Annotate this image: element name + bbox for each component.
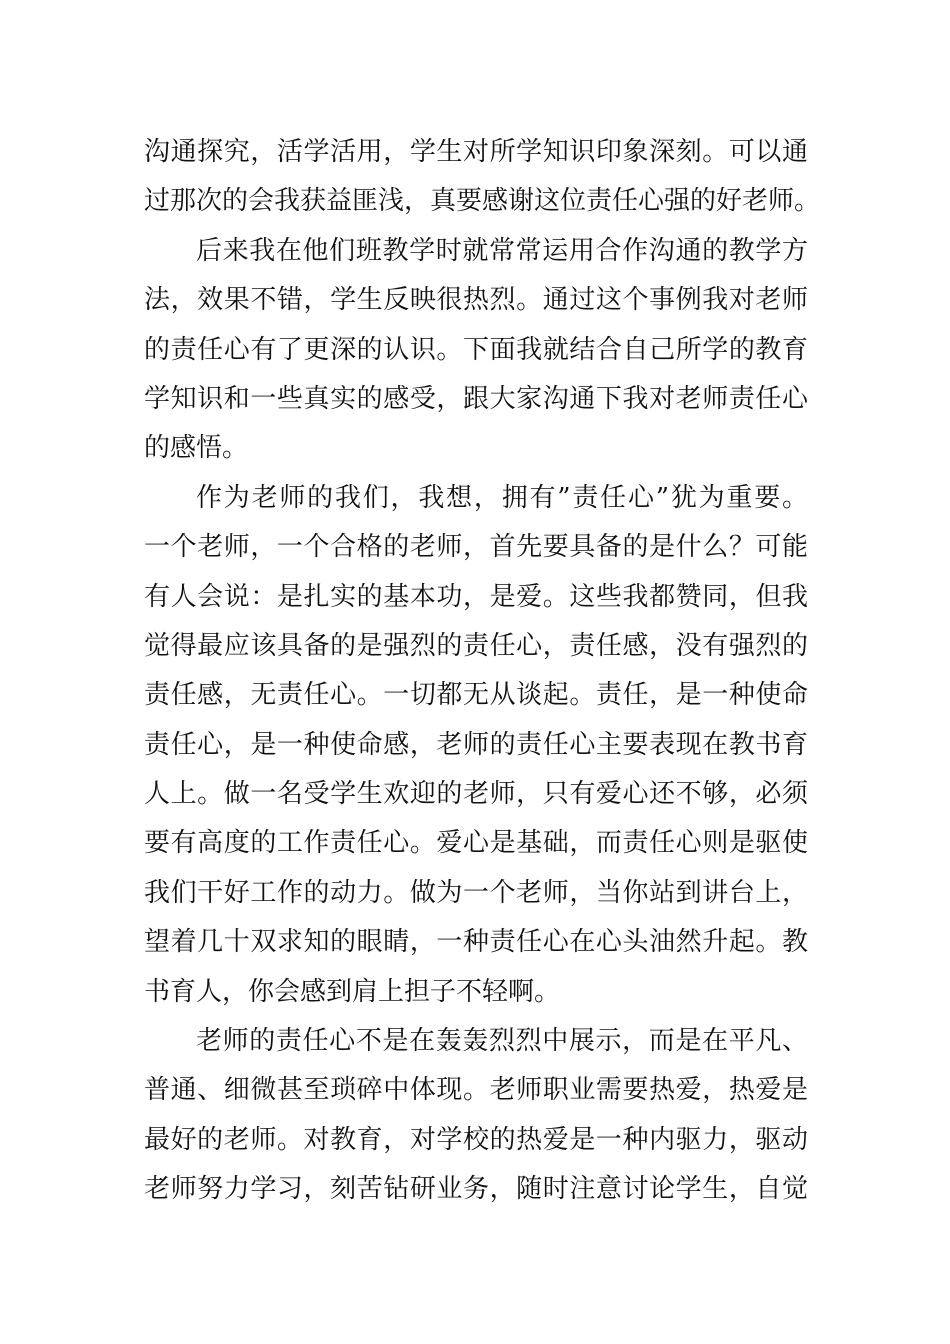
text-line: 人上。做一名受学生欢迎的老师，只有爱心还不够，必须: [144, 779, 808, 810]
text-line: 的责任心有了更深的认识。下面我就结合自己所学的教育: [144, 334, 808, 365]
text-line: 法，效果不错，学生反映很热烈。通过这个事例我对老师: [144, 285, 808, 316]
text-line: 一个老师，一个合格的老师，首先要具备的是什么？可能: [144, 532, 808, 563]
text-line: 我们干好工作的动力。做为一个老师，当你站到讲台上，: [144, 877, 808, 908]
text-line: 觉得最应该具备的是强烈的责任心，责任感，没有强烈的: [144, 630, 808, 661]
text-line: 最好的老师。对教育，对学校的热爱是一种内驱力，驱动: [144, 1124, 808, 1155]
text-line: 的感悟。: [144, 433, 249, 464]
text-line: 望着几十双求知的眼睛，一种责任心在心头油然升起。教: [144, 927, 808, 958]
text-line: 责任心，是一种使命感，老师的责任心主要表现在教书育: [144, 729, 808, 760]
text-line: 要有高度的工作责任心。爱心是基础，而责任心则是驱使: [144, 828, 808, 859]
text-line: 沟通探究，活学活用，学生对所学知识印象深刻。可以通: [144, 137, 808, 167]
text-line: 过那次的会我获益匪浅，真要感谢这位责任心强的好老师。: [144, 186, 821, 217]
text-line: 书育人，你会感到肩上担子不轻啊。: [144, 976, 561, 1007]
text-line: 老师努力学习，刻苦钻研业务，随时注意讨论学生，自觉: [144, 1174, 808, 1205]
text-line: 学知识和一些真实的感受，跟大家沟通下我对老师责任心: [144, 383, 808, 414]
text-line: 责任感，无责任心。一切都无从谈起。责任，是一种使命: [144, 680, 808, 711]
text-line: 作为老师的我们，我想，拥有”责任心”犹为重要。: [196, 482, 808, 513]
text-line: 老师的责任心不是在轰轰烈烈中展示，而是在平凡、: [196, 1026, 808, 1057]
text-line: 普通、细微甚至琐碎中体现。老师职业需要热爱，热爱是: [144, 1075, 808, 1106]
text-line: 后来我在他们班教学时就常常运用合作沟通的教学方: [196, 235, 808, 266]
text-line: 有人会说：是扎实的基本功，是爱。这些我都赞同，但我: [144, 581, 808, 612]
document-body: [144, 128, 821, 1215]
